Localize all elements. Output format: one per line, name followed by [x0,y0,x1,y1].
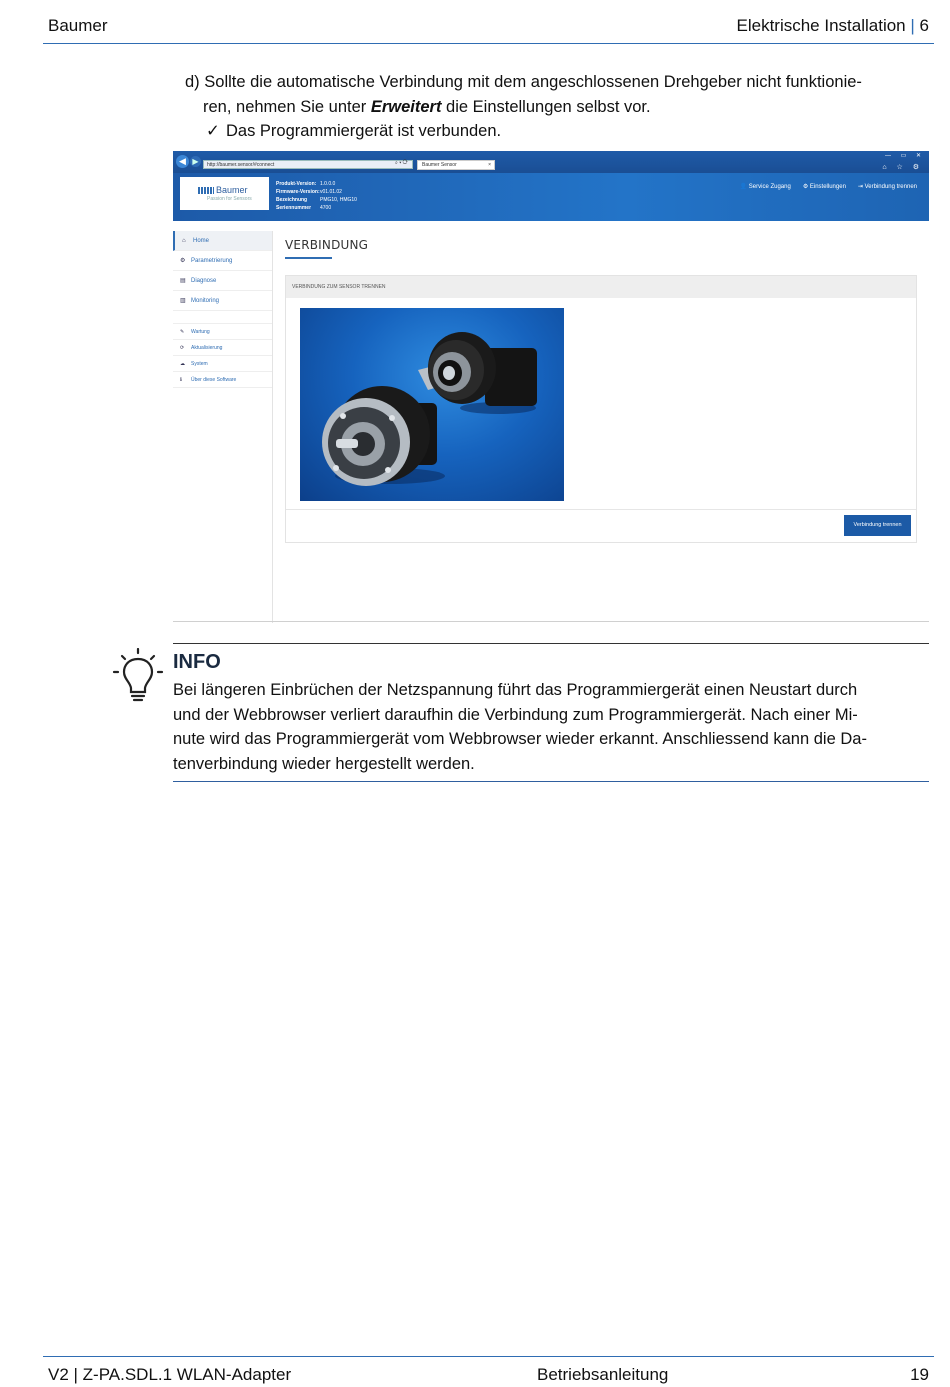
list-icon: ▤ [180,278,186,284]
app-header [173,173,929,221]
software-screenshot [173,151,929,623]
lightbulb-icon [112,648,164,702]
device-info-value: v01.01.02 [320,189,342,195]
footer-page-number: 19 [910,1365,929,1384]
encoder-product-image [300,308,564,501]
device-info-row [276,188,357,196]
user-icon: 👤 [739,184,748,190]
sidebar-item-monitoring[interactable] [173,291,272,311]
title-underline [285,257,332,259]
info-line: Bei längeren Einbrüchen der Netzspannung führt das Programmiergerät einen Neustart durch [173,681,858,699]
device-info-row [276,204,357,212]
sidebar-item-wartung[interactable] [173,324,272,340]
instruction-step [185,70,925,120]
device-info-key: Bezeichnung [276,197,308,203]
disconnect-label: Verbindung trennen [864,184,917,190]
info-bottom-rule [173,781,929,782]
window-controls[interactable]: — ▭ ✕ [884,153,925,159]
result-text: Das Programmiergerät ist verbunden. [226,122,502,140]
info-line: nute wird das Programmiergerät vom Webbrowser wieder erkannt. Anschliessend kann die Da- [173,730,867,748]
browser-toolbar-icons[interactable]: ⌂ ☆ ⚙ [882,164,923,171]
encoder-illustration [300,308,564,501]
refresh-icon: ⟳ [180,345,185,351]
top-nav-links [740,183,917,190]
logo-mark-icon [198,187,214,194]
sidebar-item-home[interactable] [173,231,272,251]
header-brand: Baumer [48,16,108,35]
info-title: INFO [173,651,221,673]
step-result [206,121,501,141]
page-title: VERBINDUNG [285,238,369,252]
info-text [173,678,929,776]
sidebar-item-about[interactable] [173,372,272,388]
checkmark-icon: ✓ [206,122,220,140]
cogs-icon: ⚙ [180,258,186,264]
settings-label: Einstellungen [809,184,846,190]
panel-header: VERBINDUNG ZUM SENSOR TRENNEN [286,276,916,298]
sidebar-item-label: Aktualisierung [191,345,223,351]
step-emphasis: Erweitert [370,98,442,116]
header-chapter-number: 6 [919,16,929,35]
header-section [737,16,930,36]
gear-icon: ⚙ [802,184,809,190]
device-info-row [276,180,357,188]
sidebar-item-diagnose[interactable] [173,271,272,291]
wrench-icon: ✎ [180,329,185,335]
home-icon: ⌂ [182,238,186,244]
service-access-label: Service Zugang [748,184,791,190]
device-info-key: Seriennummer [276,205,312,211]
address-bar[interactable]: http://baumer.sensor/#connect [203,160,413,169]
address-bar-controls[interactable]: ⌕ ▾ ⟳ [395,160,409,166]
info-top-rule [173,643,929,644]
header-section-title: Elektrische Installation [736,16,906,35]
sidebar-item-label: Wartung [191,329,210,335]
sidebar-item-parametrierung[interactable] [173,251,272,271]
header-separator: | [910,16,915,35]
device-info-value: 1.0.0.0 [320,181,336,187]
page-footer [43,1356,934,1386]
info-icon: ℹ [180,377,182,383]
sidebar-item-system[interactable] [173,356,272,372]
info-line: und der Webbrowser verliert daraufhin die Verbindung zum Programmiergerät. Nach einer Mi- [173,705,858,724]
page-header [43,14,934,44]
logo-tagline: Passion for Sensors [207,196,252,202]
logo-name: Baumer [216,185,248,195]
forward-arrow-icon[interactable]: ▶ [190,156,201,167]
sidebar-item-aktualisierung[interactable] [173,340,272,356]
step-text-line1: Sollte die automatische Verbindung mit dem angeschlossenen Drehgeber nicht funktionie- [204,73,862,91]
sign-out-icon: ⇥ [857,184,863,190]
step-text-line2b: die Einstellungen selbst vor. [441,98,651,116]
footer-document-id: V2 | Z-PA.SDL.1 WLAN-Adapter [48,1365,292,1384]
system-icon: ☁ [180,361,185,367]
service-access-link[interactable] [740,183,791,190]
back-arrow-icon[interactable]: ◀ [176,155,189,168]
step-text-line2a: ren, nehmen Sie unter [203,98,371,116]
device-info-value: 4700 [320,205,332,211]
panel-footer-divider [286,509,916,510]
device-info-key: Firmware-Version: [276,189,320,195]
sidebar-divider [173,311,272,324]
footer-document-type: Betriebsanleitung [537,1365,669,1384]
disconnect-link[interactable] [858,183,917,190]
info-line: tenverbindung wieder hergestellt werden. [173,754,475,773]
sidebar-item-label: Monitoring [191,298,220,304]
browser-toolbar [173,151,929,173]
device-info-value: PMG10, HMG10 [320,197,357,203]
baumer-logo[interactable] [180,177,269,210]
browser-tab[interactable] [417,160,495,170]
disconnect-button[interactable]: Verbindung trennen [844,515,911,536]
step-marker: d) [185,73,200,91]
connection-panel [285,275,917,543]
sidebar-item-label: Diagnose [191,278,217,284]
device-info [276,180,357,212]
tab-close-icon[interactable]: × [488,162,491,168]
screenshot-bottom-border [173,621,929,622]
chart-icon: ▥ [180,298,186,304]
device-info-key: Produkt-Version: [276,181,317,187]
browser-tab-label: Baumer Sensor [422,162,457,168]
sidebar [173,231,273,623]
sidebar-item-label: Über diese Software [191,377,237,383]
sidebar-item-label: Home [193,238,210,244]
settings-link[interactable] [803,183,846,190]
sidebar-item-label: Parametrierung [191,258,233,264]
device-info-row [276,196,357,204]
sidebar-item-label: System [191,361,208,367]
